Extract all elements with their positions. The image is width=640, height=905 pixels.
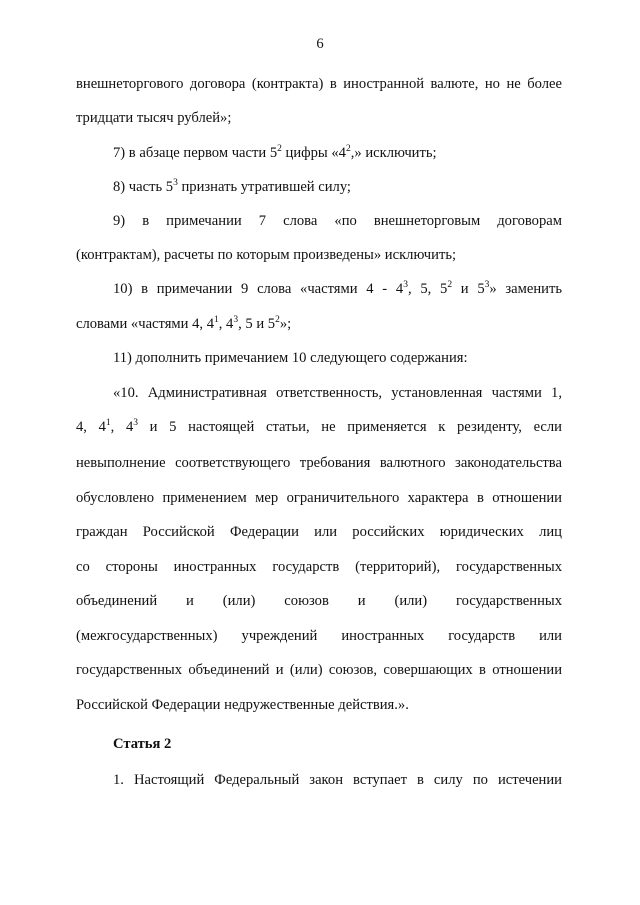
text-line: со стороны иностранных государств (территорий), государственных	[76, 559, 562, 575]
text-line: тридцати тысяч рублей»;	[76, 110, 232, 126]
text-line: 8) часть $5^3$ признать утратившей силу;	[113, 178, 351, 195]
text-line: 11) дополнить примечанием 10 следующего содержания:	[113, 350, 468, 366]
text-line: 7) в абзаце первом части $5^2$ цифры «$4^2$,» исключить;	[113, 144, 437, 161]
text-line: 10) в примечании 9 слова «частями $4 - 4^3$, 5, $5^2$ и $5^3$» заменить	[113, 280, 563, 297]
text-line: государственных объединений и (или) союзов, совершающих в отношении	[76, 662, 562, 678]
text-line: словами «частями 4, $4^1$, $4^3$, 5 и $5^2$»;	[76, 315, 292, 332]
text-line: невыполнение соответствующего требования валютного законодательства	[76, 455, 562, 471]
text-line: 4, $4^1$, $4^3$ и 5 настоящей статьи, не применяется к резиденту, если	[76, 418, 562, 435]
text-line: 9) в примечании 7 слова «по внешнеторговым договорам	[113, 213, 562, 229]
page-number: 6	[316, 36, 324, 52]
text-line: обусловлено применением мер ограничительного характера в отношении	[76, 490, 562, 506]
text-line: 1. Настоящий Федеральный закон вступает в силу по истечении	[113, 772, 562, 788]
text-line: (контрактам), расчеты по которым произведены» исключить;	[76, 247, 457, 263]
text-line: граждан Российской Федерации или российских юридических лиц	[76, 524, 562, 540]
text-line: «10. Административная ответственность, установленная частями 1,	[113, 385, 562, 401]
text-line: внешнеторгового договора (контракта) в иностранной валюте, но не более	[76, 76, 562, 92]
article-heading: Статья 2	[113, 736, 172, 752]
text-line: Российской Федерации недружественные действия.».	[76, 697, 409, 713]
text-line: объединений и (или) союзов и (или) государственных	[76, 593, 562, 609]
text-line: (межгосударственных) учреждений иностранных государств или	[76, 628, 562, 644]
